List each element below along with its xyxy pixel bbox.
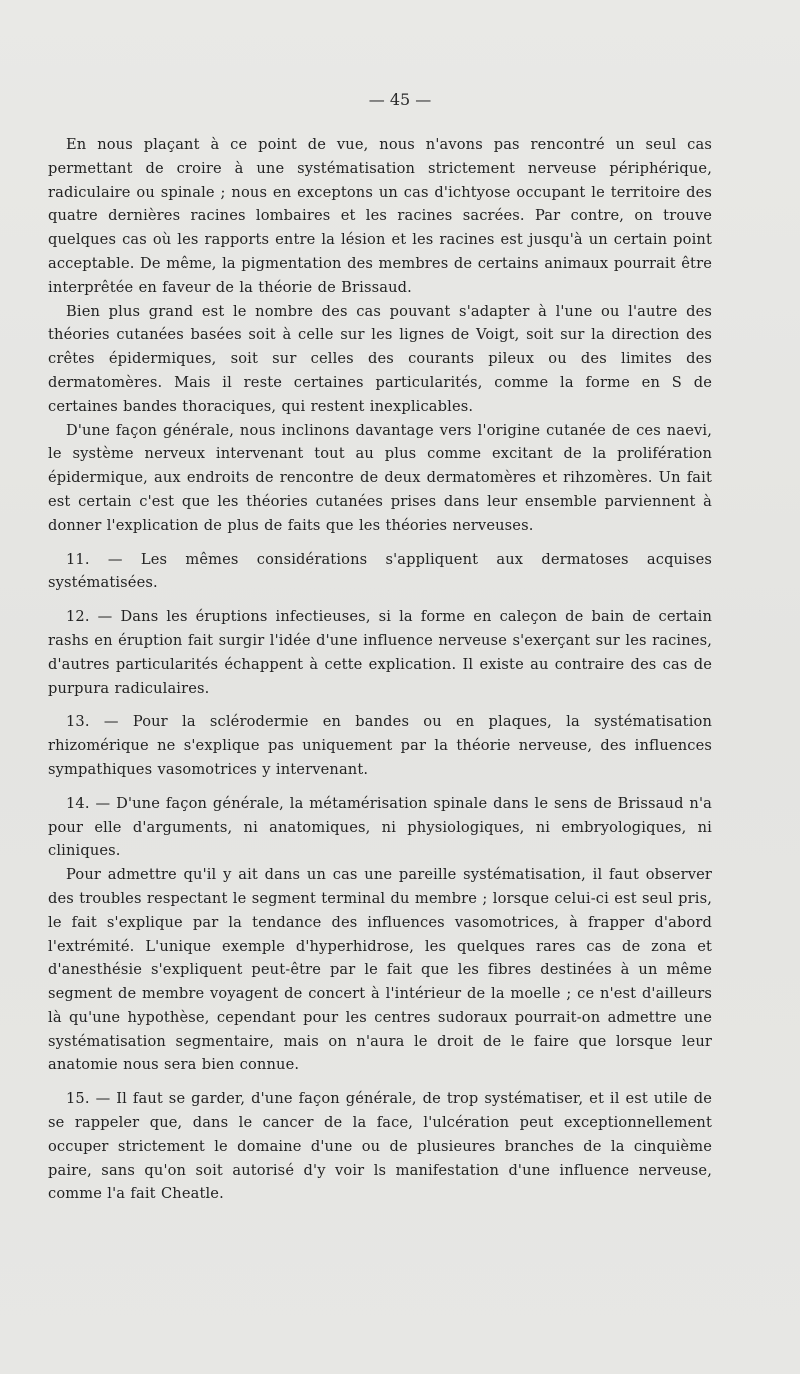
paragraph: Bien plus grand est le nombre des cas pouvant s'adapter à l'une ou l'autre des théories cutanées basées soit à celle sur les lignes de Voigt, soit sur la direction des crêtes épidermiques, soit sur celles des courants pileux ou des limites des dermatomères. Mais il reste certaines particularités, comme la forme en S de certaines bandes thoraciques, qui restent inexplicables. bbox=[48, 302, 712, 415]
numbered-paragraph-13: 13. — Pour la sclérodermie en bandes ou en plaques, la systématisation rhizomérique ne s'explique pas uniquement par la théorie nerveuse, des influences sympathiques vasomotrices y intervenant. bbox=[48, 713, 712, 778]
paragraph: Pour admettre qu'il y ait dans un cas une pareille systématisation, il faut observer des troubles respectant le segment terminal du membre ; lorsque celui-ci est seul pris, le fait s'explique par la tendance des influences vasomotrices, à frapper d'abord l'extrémité. L'unique exemple d'hyperhidrose, les quelques rares cas de zona et d'anesthésie s'expliquent peut-être par le fait que les fibres destinées à un même segment de membre voyagent de concert à l'intérieur de la moelle ; ce n'est d'ailleurs là qu'une hypothèse, cependant pour les centres sudoraux pourrait-on admettre une systématisation segmentaire, mais on n'aura le droit de le faire que lorsque leur anatomie nous sera bien connue. bbox=[48, 866, 712, 1074]
paragraph: En nous plaçant à ce point de vue, nous n'avons pas rencontré un seul cas permettant de croire à une systématisation strictement nerveuse périphérique, radiculaire ou spinale ; nous en exceptons un cas d'ichtyose occupant le territoire des quatre dernières racines lombaires et les racines sacrées. Par contre, on trouve quelques cas où les rapports entre la lésion et les racines est jusqu'à un certain point acceptable. De même, la pigmentation des membres de certains animaux pourrait être interprêtée en faveur de la théorie de Brissaud. bbox=[48, 136, 712, 296]
numbered-paragraph-12: 12. — Dans les éruptions infectieuses, si la forme en caleçon de bain de certain rashs en éruption fait surgir l'idée d'une influence nerveuse s'exerçant sur les racines, d'autres particularités échappent à cette explication. Il existe au contraire des cas de purpura radiculaires. bbox=[48, 608, 712, 697]
numbered-paragraph-14: 14. — D'une façon générale, la métamérisation spinale dans le sens de Brissaud n'a pour elle d'arguments, ni anatomiques, ni physiologiques, ni embryologiques, ni cliniques. bbox=[48, 794, 712, 860]
numbered-paragraph-11: 11. — Les mêmes considérations s'appliquent aux dermatoses acquises systématisées. bbox=[48, 550, 712, 592]
page-number: — 45 — bbox=[368, 90, 432, 109]
body-text bbox=[48, 133, 712, 1206]
numbered-paragraph-15: 15. — Il faut se garder, d'une façon générale, de trop systématiser, et il est utile de se rappeler que, dans le cancer de la face, l'ulcération peut exceptionnellement occuper strictement le domaine d'une ou de plusieures branches de la cinquième paire, sans qu'on soit autorisé d'y voir ls manifestation d'une influence nerveuse, comme l'a fait Cheatle. bbox=[48, 1090, 712, 1203]
paragraph: D'une façon générale, nous inclinons davantage vers l'origine cutanée de ces naevi, le système nerveux intervenant tout au plus comme excitant de la prolifération épidermique, aux endroits de rencontre de deux dermatomères et rihzomères. Un fait est certain c'est que les théories cutanées prises dans leur ensemble parviennent à donner l'explication de plus de faits que les théories nerveuses. bbox=[48, 421, 712, 534]
